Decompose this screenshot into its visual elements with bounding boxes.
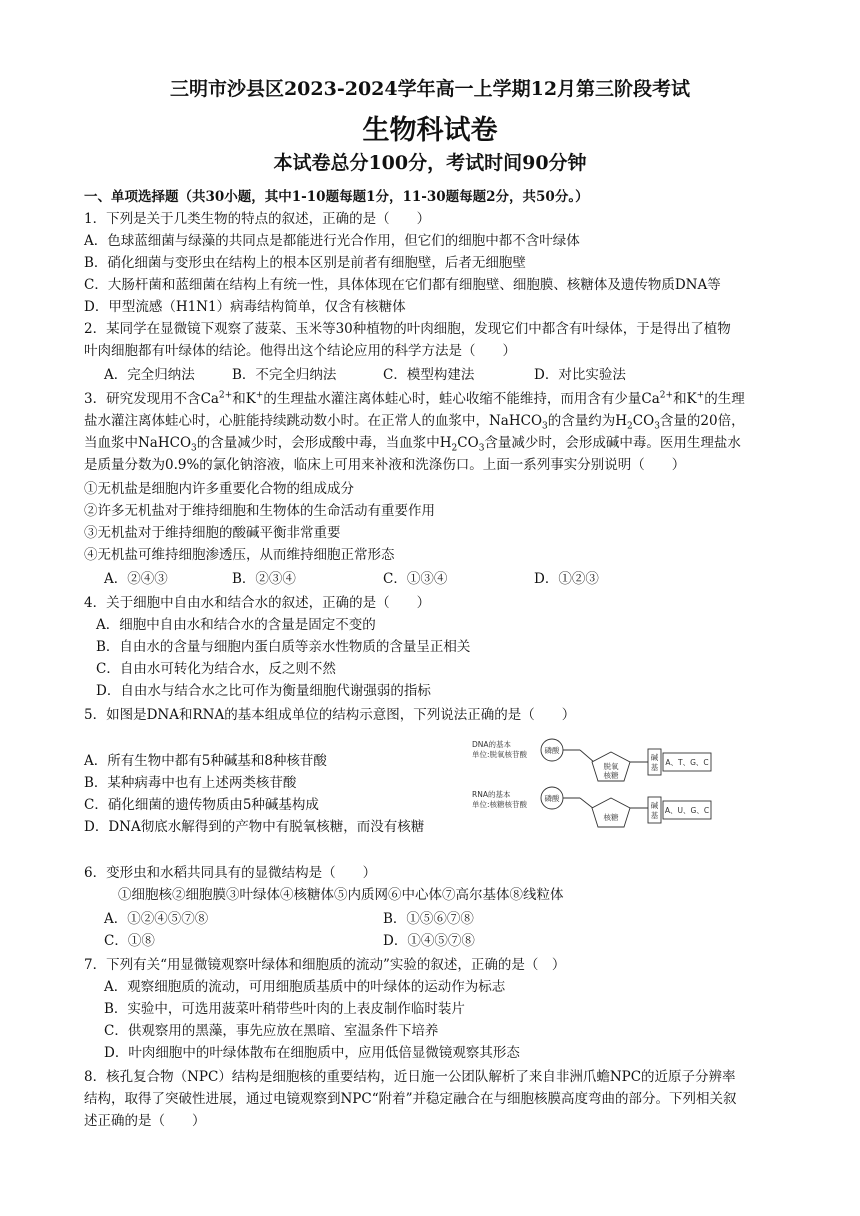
question-4-option-d: D．自由水与结合水之比可作为衡量细胞代谢强弱的指标: [96, 683, 431, 699]
connector-line: [580, 750, 595, 763]
question-3-option-d: D．①②③: [534, 571, 599, 587]
question-2-stem-line1: 2．某同学在显微镜下观察了菠菜、玉米等30种植物的叶肉细胞，发现它们中都含有叶绿体，于是得出了植物: [84, 321, 731, 337]
question-6-option-c: C．①⑧: [104, 933, 155, 949]
question-1-option-d: D．甲型流感（H1N1）病毒结构简单，仅含有核糖体: [84, 299, 406, 315]
question-7-option-b: B．实验中，可选用菠菜叶稍带些叶肉的上表皮制作临时装片: [104, 1001, 465, 1017]
question-3-option-c: C．①③④: [383, 571, 448, 587]
superscript: +: [696, 390, 705, 401]
question-6-items: ①细胞核②细胞膜③叶绿体④核糖体⑤内质网⑥中心体⑦高尔基体⑧线粒体: [118, 887, 564, 903]
question-4-option-b: B．自由水的含量与细胞内蛋白质等亲水性物质的含量呈正相关: [96, 639, 471, 655]
question-5-option-a: A．所有生物中都有5种碱基和8种核苷酸: [84, 753, 327, 769]
subscript: 3: [654, 421, 660, 432]
rna-phosphate-label: 磷酸: [544, 794, 560, 803]
q3-text: CO: [632, 413, 655, 429]
ribose-label: 核糖: [603, 813, 619, 822]
q3-text: 的含量约为H: [547, 413, 628, 429]
q3-text: 的含量减少时，会形成酸中毒，当血浆中H: [196, 435, 452, 451]
question-5-option-c: C．硝化细菌的遗传物质由5种碱基构成: [84, 797, 319, 813]
superscript: 2+: [218, 390, 233, 401]
question-1-option-c: C．大肠杆菌和蓝细菌在结构上有统一性，具体体现在它们都有细胞壁、细胞膜、核糖体及遗传物质DNA等: [84, 277, 721, 293]
question-2-option-b: B．不完全归纳法: [232, 367, 337, 383]
question-4-option-a: A．细胞中自由水和结合水的含量是固定不变的: [96, 617, 376, 633]
question-3-stem-line3: [84, 434, 741, 452]
question-6-stem: 6．变形虫和水稻共同具有的显微结构是（ ）: [84, 865, 377, 881]
exam-info: 本试卷总分100分，考试时间90分钟: [273, 152, 587, 174]
question-1-option-b: B．硝化细菌与变形虫在结构上的根本区别是前者有细胞壁，后者无细胞壁: [84, 255, 526, 271]
rna-label-line2: 单位:核糖核苷酸: [472, 800, 528, 809]
deoxyribose-label-line2: 核糖: [603, 771, 619, 780]
exam-title: 三明市沙县区2023-2024学年高一上学期12月第三阶段考试: [169, 78, 691, 100]
question-4-stem: 4．关于细胞中自由水和结合水的叙述，正确的是（ ）: [84, 595, 431, 611]
subscript: 3: [478, 443, 485, 454]
question-5-stem: 5．如图是DNA和RNA的基本组成单位的结构示意图，下列说法正确的是（ ）: [84, 707, 576, 723]
base-label-line2: 基: [650, 763, 659, 772]
question-3-statement-4: ④无机盐可维持细胞渗透压，从而维持细胞正常形态: [84, 547, 395, 563]
q3-text: 盐水灌注离体蛙心时，心脏能持续跳动数小时。在正常人的血浆中，NaHCO: [84, 413, 543, 429]
subscript: 2: [627, 421, 633, 432]
base-label-line1: 碱: [650, 753, 659, 762]
question-3-option-b: B．②③④: [232, 571, 296, 587]
rna-label-line1: RNA的基本: [472, 790, 511, 799]
question-5-option-b: B．某种病毒中也有上述两类核苷酸: [84, 775, 297, 791]
question-3-stem-line1: [84, 390, 745, 408]
question-1-stem: 1．下列是关于几类生物的特点的叙述，正确的是（ ）: [84, 211, 431, 227]
q3-text: 含量的20倍，: [659, 413, 745, 429]
connector-line: [580, 798, 594, 809]
question-3-statement-3: ③无机盐对于维持细胞的酸碱平衡非常重要: [84, 525, 341, 541]
question-8-stem-line2: 结构，取得了突破性进展，通过电镜观察到NPC“附着”并稳定融合在与细胞核膜高度弯曲的部分。下列相关叙: [84, 1091, 737, 1107]
dna-phosphate-label: 磷酸: [544, 746, 560, 755]
q3-text: CO: [457, 435, 479, 451]
q3-text: 3．研究发现用不含Ca: [84, 391, 219, 407]
dna-label-line1: DNA的基本: [472, 740, 512, 749]
q3-text: 含量减少时，会形成碱中毒。医用生理盐水: [484, 435, 741, 451]
question-7-option-c: C．供观察用的黑藻，事先应放在黑暗、室温条件下培养: [104, 1023, 439, 1039]
superscript: +: [255, 390, 264, 401]
section-heading: 一、单项选择题（共30小题，其中1-10题每题1分，11-30题每题2分，共50分。）: [84, 189, 589, 205]
dna-bases-text: A、T、G、C: [665, 758, 709, 767]
question-4-option-c: C．自由水可转化为结合水，反之则不然: [96, 661, 336, 677]
question-5-option-d: D．DNA彻底水解得到的产物中有脱氧核糖，而没有核糖: [84, 819, 425, 835]
question-2-stem-line2: 叶肉细胞都有叶绿体的结论。他得出这个结论应用的科学方法是（ ）: [84, 343, 516, 359]
deoxyribose-label-line1: 脱氧: [603, 762, 619, 771]
question-6-option-b: B．①⑤⑥⑦⑧: [383, 911, 474, 927]
dna-label-line2: 单位:脱氧核苷酸: [472, 750, 528, 759]
q3-text: 的生理盐水灌注离体蛙心时，蛙心收缩不能维持，而用含有少量Ca: [263, 391, 660, 407]
question-8-stem-line1: 8．核孔复合物（NPC）结构是细胞核的重要结构，近日施一公团队解析了来自非洲爪蟾NPC的近原子分辨率: [84, 1069, 736, 1085]
question-6-option-d: D．①④⑤⑦⑧: [383, 933, 475, 949]
superscript: 2+: [659, 390, 674, 401]
question-3-stem-line4: 是质量分数为0.9%的氯化钠溶液，临床上可用来补液和洗涤伤口。上面一系列事实分别说明（ ）: [84, 457, 686, 473]
question-1-option-a: A．色球蓝细菌与绿藻的共同点是都能进行光合作用，但它们的细胞中都不含叶绿体: [84, 233, 580, 249]
q3-text: 的生理: [704, 391, 745, 407]
question-8-stem-line3: 述正确的是（ ）: [84, 1113, 206, 1129]
question-7-option-a: A．观察细胞质的流动，可用细胞质基质中的叶绿体的运动作为标志: [104, 979, 506, 995]
q3-text: 和K: [673, 391, 697, 407]
question-2-option-c: C．模型构建法: [383, 367, 475, 383]
base-label-line1: 碱: [650, 801, 659, 810]
subject-title: 生物科试卷: [362, 115, 498, 146]
nucleotide-diagram: [470, 735, 720, 835]
question-7-option-d: D．叶肉细胞中的叶绿体散布在细胞质中，应用低倍显微镜观察其形态: [104, 1045, 520, 1061]
subscript: 2: [451, 443, 458, 454]
question-3-statement-2: ②许多无机盐对于维持细胞和生物体的生命活动有重要作用: [84, 503, 435, 519]
question-2-option-a: A．完全归纳法: [104, 367, 195, 383]
subscript: 3: [542, 421, 548, 432]
question-2-option-d: D．对比实验法: [534, 367, 626, 383]
question-3-option-a: A．②④③: [104, 571, 168, 587]
base-label-line2: 基: [650, 811, 659, 820]
question-3-stem-line2: [84, 412, 745, 430]
subscript: 3: [191, 443, 197, 454]
q3-text: 和K: [232, 391, 256, 407]
q3-text: 当血浆中NaHCO: [84, 435, 192, 451]
rna-bases-text: A、U、G、C: [664, 806, 710, 815]
question-7-stem: 7．下列有关“用显微镜观察叶绿体和细胞质的流动”实验的叙述，正确的是（ ）: [84, 957, 566, 973]
question-3-statement-1: ①无机盐是细胞内许多重要化合物的组成成分: [84, 481, 354, 497]
question-6-option-a: A．①②④⑤⑦⑧: [104, 911, 209, 927]
